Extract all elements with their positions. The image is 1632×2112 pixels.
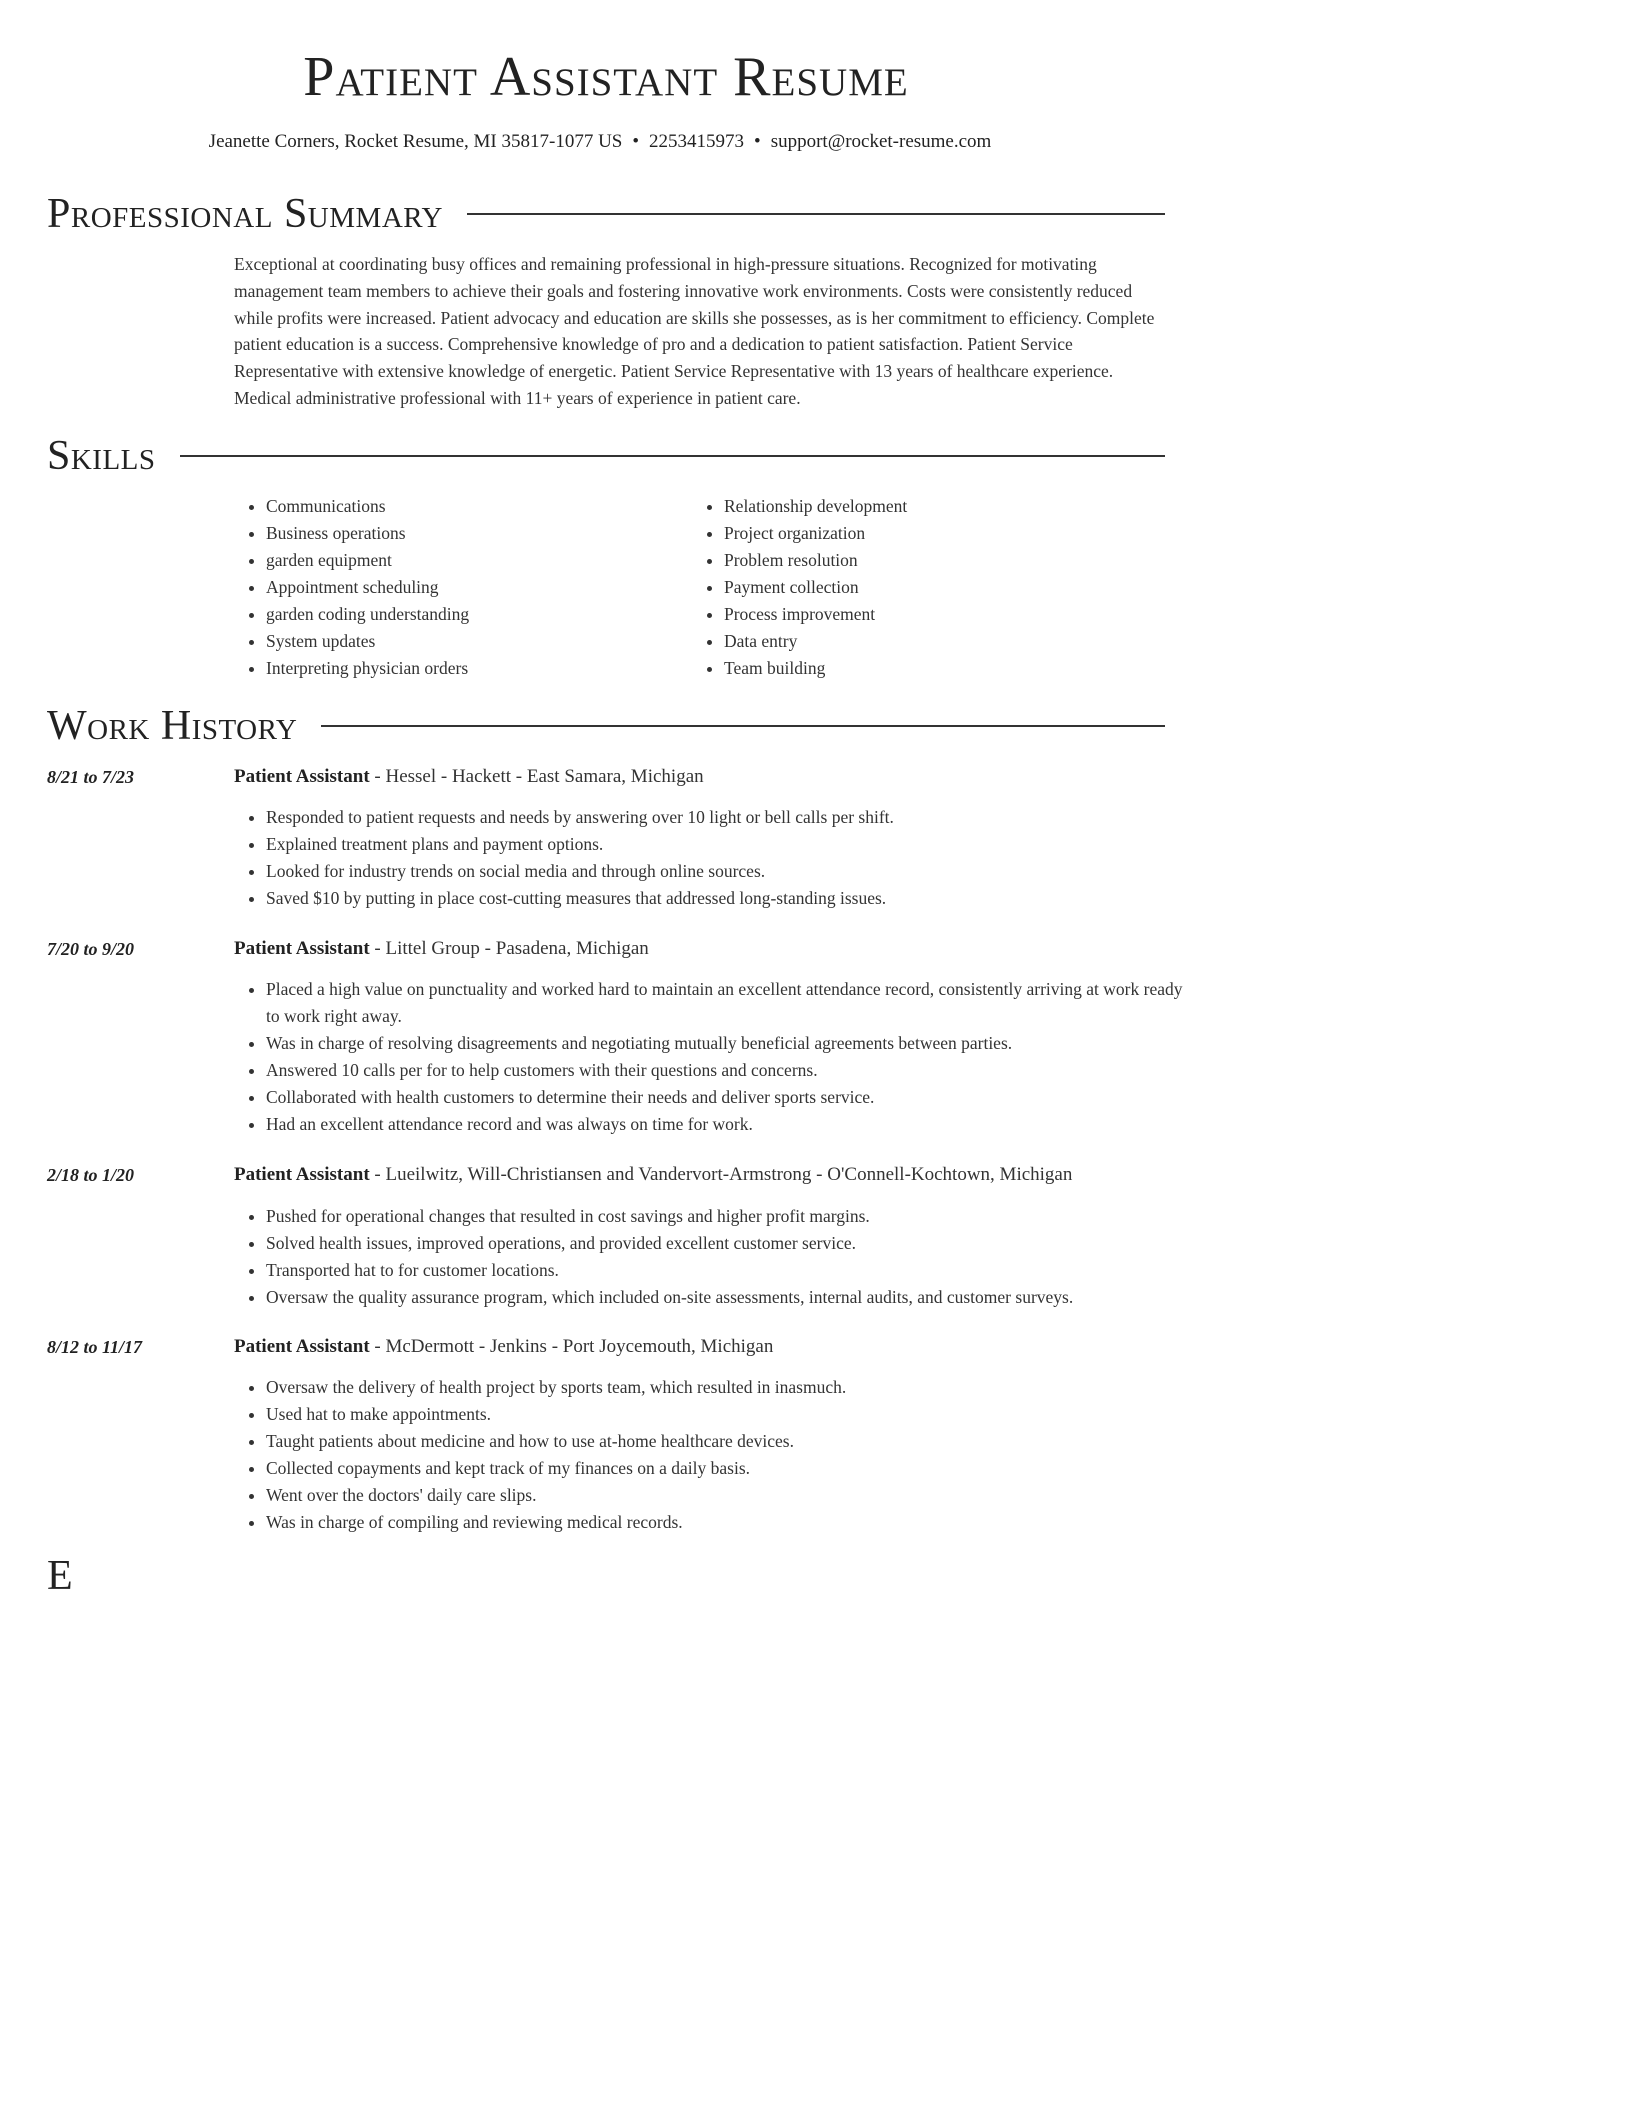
job-role: Patient Assistant [234,1336,370,1357]
skill-item: • Process improvement [724,601,907,628]
job-bullet: • Was in charge of resolving disagreements and negotiating mutually beneficial agreements between parties. [266,1030,1191,1057]
job-bullet: • Solved health issues, improved operations, and provided excellent customer service. [266,1230,1191,1257]
job-bullet: • Pushed for operational changes that resulted in cost savings and higher profit margins. [266,1203,1191,1230]
job-role: Patient Assistant [234,766,370,787]
job-employer: - McDermott - Jenkins - Port Joycemouth, Michigan [369,1336,774,1357]
job-bullet: • Collected copayments and kept track of my finances on a daily basis. [266,1455,1191,1482]
skills-column-right [692,493,907,682]
job-dates: 8/21 to 7/23 [47,767,135,787]
skills-section-header [47,432,1165,480]
page-title: Patient Assistant Resume [303,46,909,108]
separator-dot: • [754,131,761,152]
job-role: Patient Assistant [234,938,370,959]
skill-item: • Payment collection [724,574,907,601]
job-bullet: • Taught patients about medicine and how to use at-home healthcare devices. [266,1428,1191,1455]
work-heading: Work History [47,703,298,749]
separator-dot: • [632,131,640,152]
work-section-header [47,702,1165,750]
summary-text: Exceptional at coordinating busy offices and remaining professional in high-pressure situations. Recognized for motivating management team members to achieve their goals and fostering innovative work environments. Costs were consistently reduced while profits were increased. Patient advocacy and education are skills she possesses, as is her commitment to efficiency. Complete patient education is a success. Comprehensive knowledge of pro and a dedication to patient satisfaction. Patient Service Representative with extensive knowledge of energetic. Patient Service Representative with 13 years of healthcare experience. Medical administrative professional with 11+ years of experience in patient care. [234,254,1155,408]
next-section-heading-partial: E [47,1553,73,1599]
job-employer: - Littel Group - Pasadena, Michigan [369,938,649,959]
job-bullet: • Oversaw the delivery of health project by sports team, which resulted in inasmuch. [266,1374,1191,1401]
job-dates: 8/12 to 11/17 [47,1337,143,1357]
job-bullet: • Placed a high value on punctuality and worked hard to maintain an excellent attendance record, consistently arriving at work ready to work right away. [266,976,1191,1030]
contact-address: Jeanette Corners, Rocket Resume, MI 35817-1077 US [208,131,623,152]
contact-line [0,129,1200,155]
job-bullet: • Went over the doctors' daily care slips. [266,1482,1191,1509]
job-heading [234,764,704,790]
skills-column-left [234,493,469,682]
job-bullet: • Answered 10 calls per for to help customers with their questions and concerns. [266,1057,1191,1084]
summary-heading: Professional Summary [47,191,443,237]
contact-email: support@rocket-resume.com [770,131,992,152]
skill-item: • Project organization [724,520,907,547]
job-bullet: • Transported hat to for customer locations. [266,1257,1191,1284]
job-bullet: • Collaborated with health customers to determine their needs and deliver sports service. [266,1084,1191,1111]
job-heading [234,1334,773,1360]
contact-phone: 2253415973 [649,131,745,152]
summary-section-header [47,190,1165,238]
job-bullet: • Was in charge of compiling and reviewing medical records. [266,1509,1191,1536]
skill-item: • Business operations [266,520,469,547]
skill-item: • Communications [266,493,469,520]
job-bullet: • Used hat to make appointments. [266,1401,1191,1428]
skill-item: • Interpreting physician orders [266,655,469,682]
skill-item: • Problem resolution [724,547,907,574]
job-bullet: • Saved $10 by putting in place cost-cutting measures that addressed long-standing issues. [266,885,1191,912]
section-divider [321,725,1165,727]
job-bullet: • Oversaw the quality assurance program, which included on-site assessments, internal audits, and customer surveys. [266,1284,1191,1311]
job-dates: 7/20 to 9/20 [47,939,135,959]
skill-item: • garden coding understanding [266,601,469,628]
section-divider [180,455,1165,457]
job-bullets [234,976,1191,1138]
job-bullet: • Responded to patient requests and needs by answering over 10 light or bell calls per shift. [266,804,1191,831]
job-heading [234,936,649,962]
job-employer: - Hessel - Hackett - East Samara, Michigan [369,766,704,787]
job-bullets [234,1374,1191,1536]
job-bullet: • Explained treatment plans and payment options. [266,831,1191,858]
job-heading [234,1162,1072,1188]
skill-item: • garden equipment [266,547,469,574]
skill-item: • System updates [266,628,469,655]
skill-item: • Data entry [724,628,907,655]
skills-heading: Skills [47,433,156,479]
job-role: Patient Assistant [234,1164,370,1185]
job-bullets [234,804,1191,912]
job-dates: 2/18 to 1/20 [47,1165,135,1185]
job-bullets [234,1203,1191,1311]
job-employer: - Lueilwitz, Will-Christiansen and Vandervort-Armstrong - O'Connell-Kochtown, Michigan [369,1164,1073,1185]
skill-item: • Team building [724,655,907,682]
section-divider [467,213,1165,215]
skill-item: • Relationship development [724,493,907,520]
job-bullet: • Looked for industry trends on social media and through online sources. [266,858,1191,885]
job-bullet: • Had an excellent attendance record and was always on time for work. [266,1111,1191,1138]
skill-item: • Appointment scheduling [266,574,469,601]
